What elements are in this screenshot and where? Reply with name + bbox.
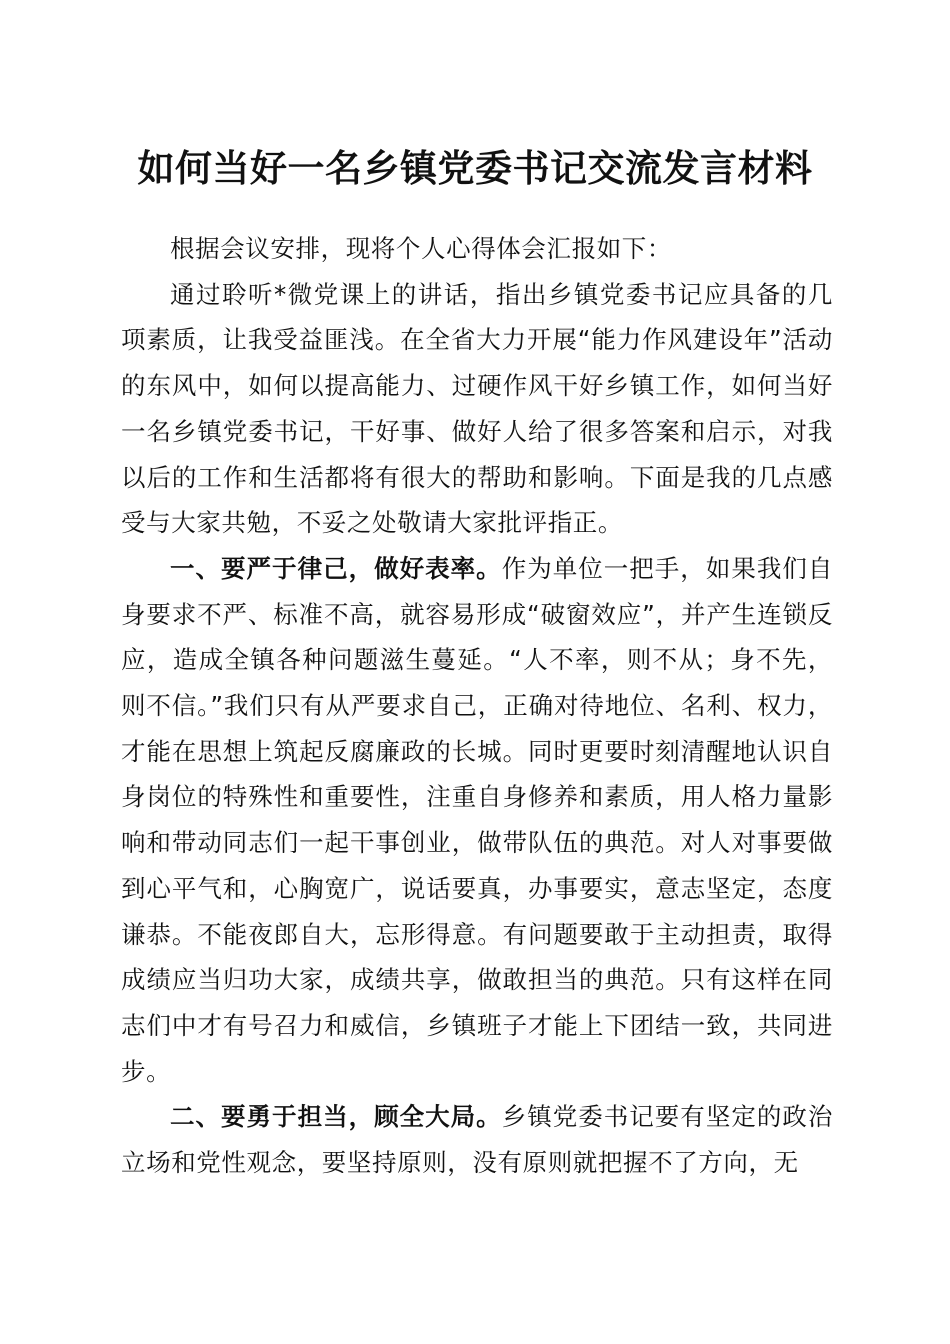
document-title: 如何当好一名乡镇党委书记交流发言材料	[137, 146, 813, 190]
point-one-heading: 一、要严于律己，做好表率。	[170, 553, 502, 583]
paragraph-point-two	[121, 1094, 833, 1185]
document-body	[121, 226, 833, 1186]
point-two-heading: 二、要勇于担当，顾全大局。	[170, 1102, 502, 1132]
paragraph-background	[121, 272, 833, 546]
paragraph-intro	[121, 226, 833, 272]
point-one-text: 作为单位一把手，如果我们自身要求不严、标准不高，就容易形成“破窗效应”，并产生连锁反应，造成全镇各种问题滋生蔓延。“人不率，则不从；身不先，则不信。”我们只有从严要求自己，正确对待地位、名利、权力，才能在思想上筑起反腐廉政的长城。同时更要时刻清醒地认识自身岗位的特殊性和重要性，注重自身修养和素质，用人格力量影响和带动同志们一起干事创业，做带队伍的典范。对人对事要做到心平气和，心胸宽广，说话要真，办事要实，意志坚定，态度谦恭。不能夜郎自大，忘形得意。有问题要敢于主动担责，取得成绩应当归功大家，成绩共享，做敢担当的典范。只有这样在同志们中才有号召力和威信，乡镇班子才能上下团结一致，共同进步。	[121, 553, 833, 1086]
paragraph-intro-text: 根据会议安排，现将个人心得体会汇报如下：	[170, 234, 672, 263]
paragraph-background-text: 通过聆听*微党课上的讲话，指出乡镇党委书记应具备的几项素质，让我受益匪浅。在全省大力开展“能力作风建设年”活动的东风中，如何以提高能力、过硬作风干好乡镇工作，如何当好一名乡镇党委书记，干好事、做好人给了很多答案和启示，对我以后的工作和生活都将有很大的帮助和影响。下面是我的几点感受与大家共勉，不妥之处敬请大家批评指正。	[121, 279, 833, 538]
paragraph-point-one	[121, 546, 833, 1094]
point-two-text: 乡镇党委书记要有坚定的政治立场和党性观念，要坚持原则，没有原则就把握不了方向，无	[121, 1102, 833, 1178]
